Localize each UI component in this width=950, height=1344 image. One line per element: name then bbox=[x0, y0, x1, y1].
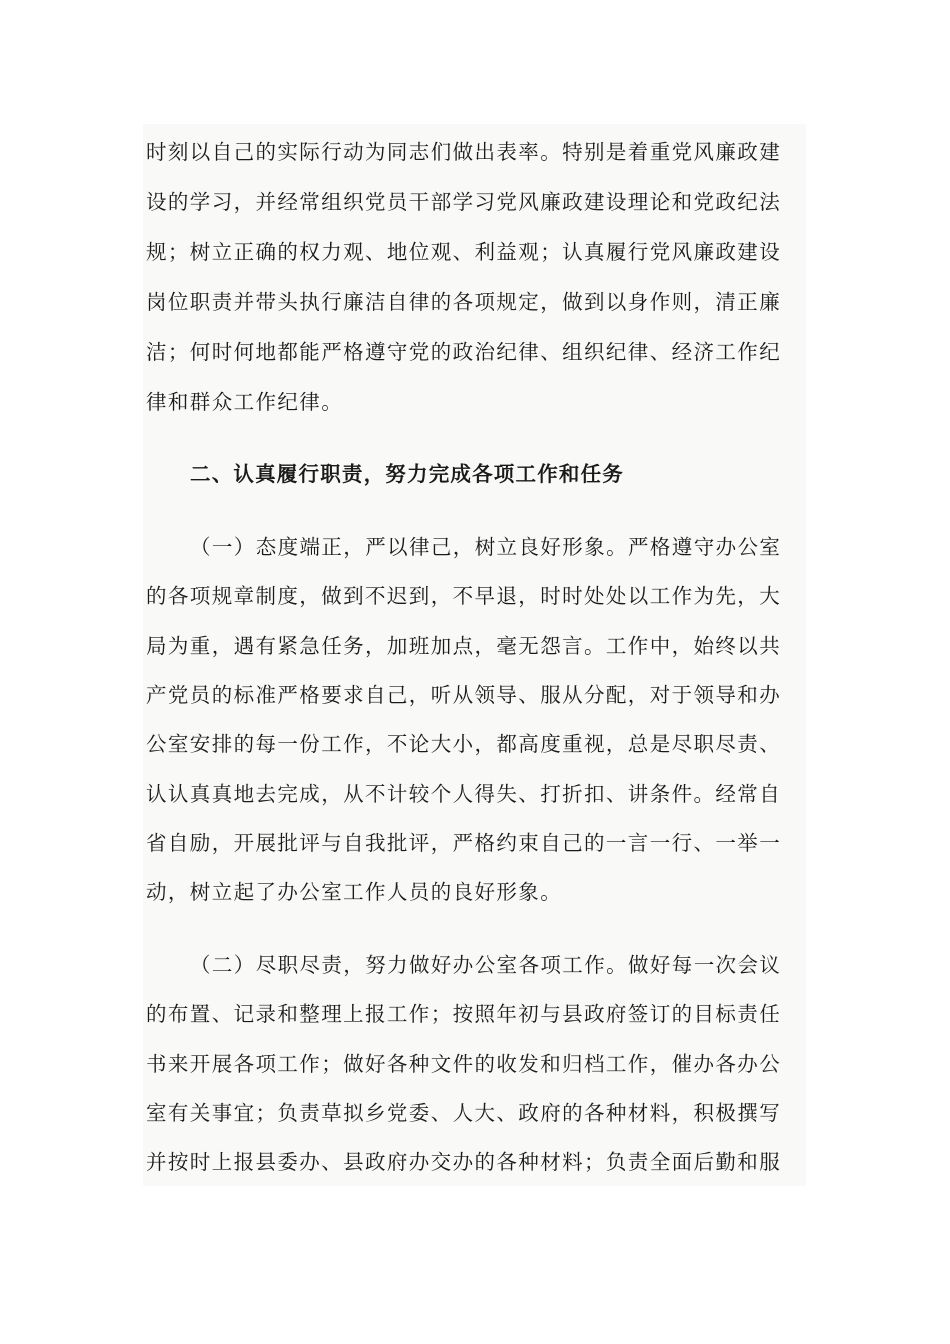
paragraph-line: 室有关事宜；负责草拟乡党委、人大、政府的各种材料，积极撰写 bbox=[146, 1101, 782, 1125]
paragraph-line: 洁；何时何地都能严格遵守党的政治纪律、组织纪律、经济工作纪 bbox=[146, 340, 782, 364]
paragraph-line: 规；树立正确的权力观、地位观、利益观；认真履行党风廉政建设 bbox=[146, 240, 782, 264]
paragraph-line: 的布置、记录和整理上报工作；按照年初与县政府签订的目标责任 bbox=[146, 1002, 782, 1026]
paragraph-line: 公室安排的每一份工作，不论大小，都高度重视，总是尽职尽责、 bbox=[146, 732, 782, 756]
paragraph-line: 并按时上报县委办、县政府办交办的各种材料；负责全面后勤和服 bbox=[146, 1150, 782, 1174]
paragraph-line: 设的学习，并经常组织党员干部学习党风廉政建设理论和党政纪法 bbox=[146, 190, 782, 214]
document-page bbox=[143, 124, 806, 1186]
paragraph-line: 认认真真地去完成，从不计较个人得失、打折扣、讲条件。经常自 bbox=[146, 782, 782, 806]
paragraph-line: 产党员的标准严格要求自己，听从领导、服从分配，对于领导和办 bbox=[146, 683, 782, 707]
paragraph-line: （二）尽职尽责，努力做好办公室各项工作。做好每一次会议 bbox=[190, 953, 782, 977]
paragraph-line: 书来开展各项工作；做好各种文件的收发和归档工作，催办各办公 bbox=[146, 1052, 782, 1076]
paragraph-line: 岗位职责并带头执行廉洁自律的各项规定，做到以身作则，清正廉 bbox=[146, 290, 782, 314]
paragraph-line: 动，树立起了办公室工作人员的良好形象。 bbox=[146, 880, 563, 904]
paragraph-line: 的各项规章制度，做到不迟到，不早退，时时处处以工作为先，大 bbox=[146, 584, 782, 608]
paragraph-line: 时刻以自己的实际行动为同志们做出表率。特别是着重党风廉政建 bbox=[146, 140, 782, 164]
paragraph-line: 局为重，遇有紧急任务，加班加点，毫无怨言。工作中，始终以共 bbox=[146, 634, 782, 658]
paragraph-line: 律和群众工作纪律。 bbox=[146, 390, 344, 414]
paragraph-line: 省自励，开展批评与自我批评，严格约束自己的一言一行、一举一 bbox=[146, 831, 782, 855]
section-heading: 二、认真履行职责，努力完成各项工作和任务 bbox=[190, 462, 624, 486]
paragraph-line: （一）态度端正，严以律己，树立良好形象。严格遵守办公室 bbox=[190, 535, 782, 559]
